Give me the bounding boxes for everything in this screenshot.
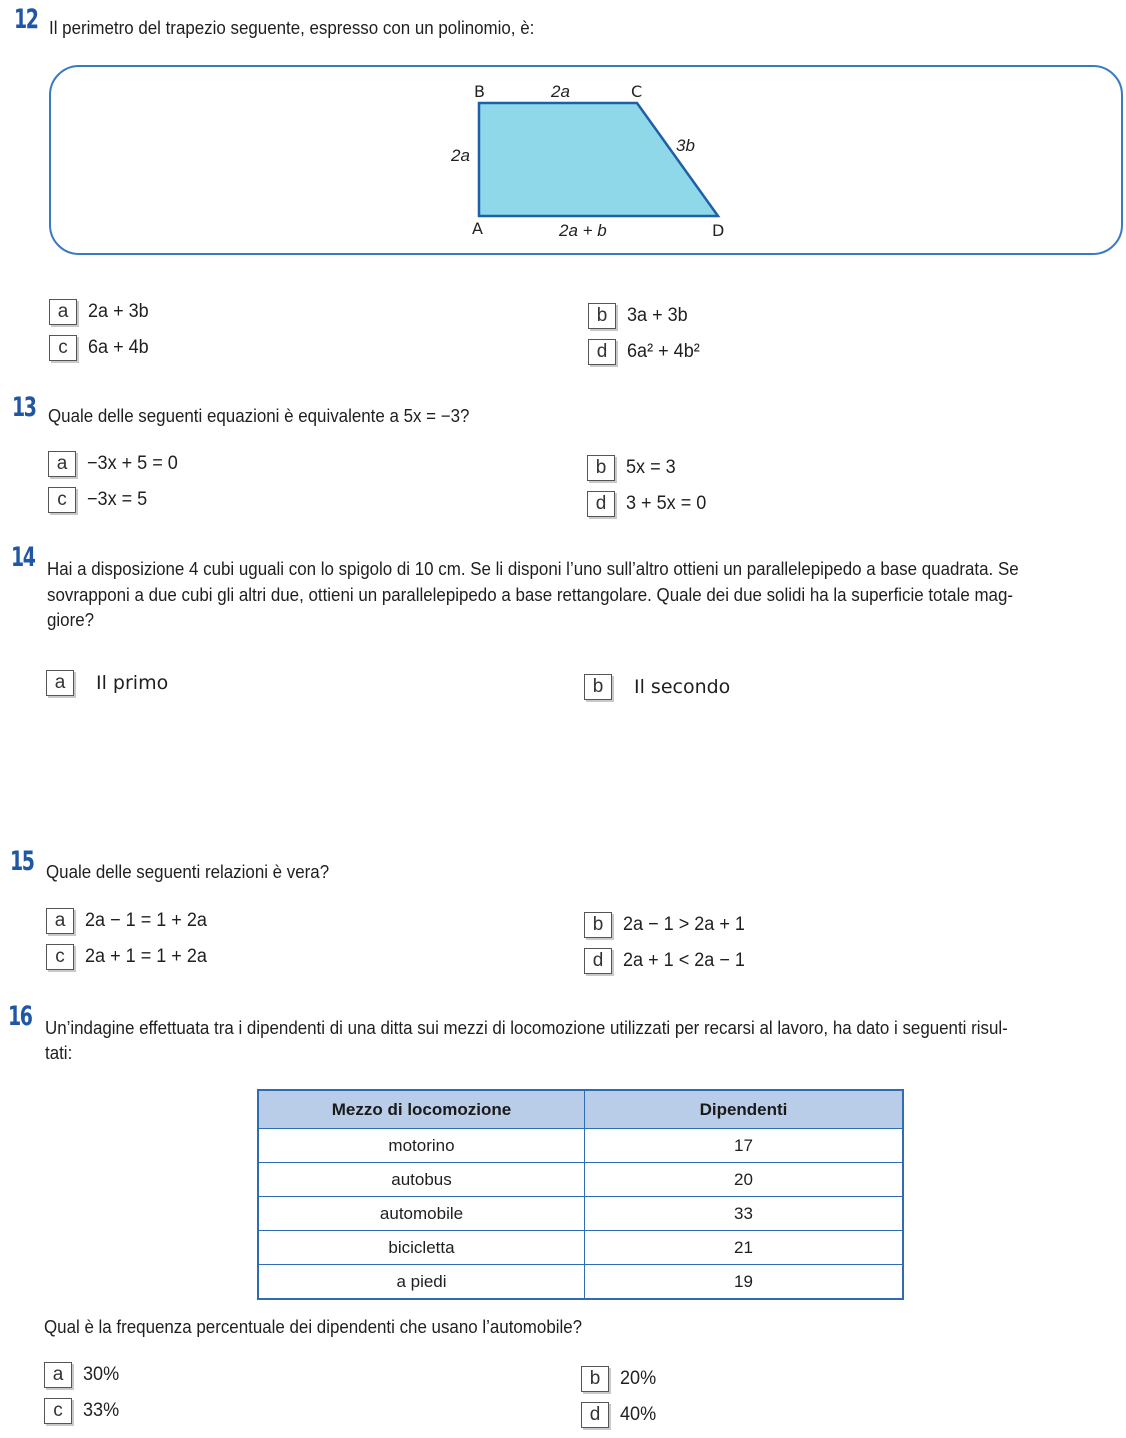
option-letter: a <box>46 670 74 696</box>
option-letter: b <box>584 912 612 938</box>
option-15a[interactable] <box>46 908 213 934</box>
option-letter: c <box>48 487 76 513</box>
table-row <box>258 1231 903 1265</box>
side-label-top: 2a <box>551 82 570 101</box>
option-text: −3x + 5 = 0 <box>87 453 178 474</box>
side-label-left: 2a <box>451 146 470 165</box>
option-text: 6a² + 4b² <box>627 341 700 362</box>
option-text: 5x = 3 <box>626 457 676 478</box>
question-number-13: 13 <box>12 392 36 423</box>
option-text: 2a + 1 = 1 + 2a <box>85 946 207 967</box>
option-16c[interactable] <box>44 1398 121 1424</box>
option-letter: d <box>587 491 615 517</box>
option-text: −3x = 5 <box>87 489 148 510</box>
question-14-text-line1: Hai a disposizione 4 cubi uguali con lo spigolo di 10 cm. Se li disponi l’uno sull’altro ottieni un parallelepipedo a base quadrata. Se <box>47 559 1019 579</box>
question-13-text: Quale delle seguenti equazioni è equivalente a 5x = −3? <box>48 406 470 426</box>
trapezoid-diagram <box>51 67 1125 257</box>
table-row <box>258 1129 903 1163</box>
option-16a[interactable] <box>44 1362 121 1388</box>
option-text: 2a + 1 < 2a − 1 <box>623 950 745 971</box>
table-header-mode: Mezzo di locomozione <box>258 1090 585 1129</box>
table-cell-count: 33 <box>585 1197 904 1231</box>
option-14a[interactable] <box>46 670 168 696</box>
option-text: 2a − 1 > 2a + 1 <box>623 914 745 935</box>
side-label-slant: 3b <box>676 136 695 155</box>
side-label-bottom: 2a + b <box>559 221 607 240</box>
option-13a[interactable] <box>48 451 183 477</box>
option-letter: c <box>46 944 74 970</box>
question-number-12: 12 <box>14 4 38 35</box>
question-16-text-line2: tati: <box>45 1043 73 1063</box>
question-number-14: 14 <box>11 542 35 573</box>
vertex-label-d: D <box>712 221 725 240</box>
table-cell-mode: autobus <box>258 1163 585 1197</box>
option-letter: a <box>46 908 74 934</box>
option-12b[interactable] <box>588 303 691 329</box>
table-cell-mode: automobile <box>258 1197 585 1231</box>
vertex-label-b: B <box>474 82 485 101</box>
question-15-text: Quale delle seguenti relazioni è vera? <box>46 862 330 882</box>
trapezoid-shape <box>479 103 718 216</box>
option-text: 6a + 4b <box>88 337 149 358</box>
question-number-15: 15 <box>10 846 34 877</box>
table-header-employees: Dipendenti <box>585 1090 904 1129</box>
table-row <box>258 1265 903 1300</box>
option-12c[interactable] <box>49 335 152 361</box>
option-letter: b <box>587 455 615 481</box>
question-number-16: 16 <box>8 1001 32 1032</box>
option-text: Il secondo <box>634 676 731 698</box>
option-letter: d <box>584 948 612 974</box>
table-cell-count: 19 <box>585 1265 904 1300</box>
table-cell-mode: a piedi <box>258 1265 585 1300</box>
table-cell-count: 20 <box>585 1163 904 1197</box>
option-13c[interactable] <box>48 487 150 513</box>
option-letter: b <box>588 303 616 329</box>
question-14-text-line3: giore? <box>47 610 95 630</box>
trapezoid-figure-frame <box>49 65 1123 255</box>
vertex-label-c: C <box>631 82 643 101</box>
question-12-text: Il perimetro del trapezio seguente, espresso con un polinomio, è: <box>49 18 535 38</box>
option-text: 3a + 3b <box>627 305 688 326</box>
option-13b[interactable] <box>587 455 678 481</box>
option-letter: b <box>581 1366 609 1392</box>
table-cell-mode: motorino <box>258 1129 585 1163</box>
option-letter: a <box>44 1362 72 1388</box>
question-16-text-line1: Un’indagine effettuata tra i dipendenti di una ditta sui mezzi di locomozione utilizzati per recarsi al lavoro, ha dato i seguenti risul- <box>45 1018 1008 1038</box>
option-text: Il primo <box>96 672 169 694</box>
table-header-row <box>258 1090 903 1129</box>
option-text: 40% <box>620 1404 657 1425</box>
table-row <box>258 1197 903 1231</box>
question-16-subquestion: Qual è la frequenza percentuale dei dipendenti che usano l’automobile? <box>44 1317 583 1337</box>
option-letter: a <box>48 451 76 477</box>
option-text: 20% <box>620 1368 657 1389</box>
option-16d[interactable] <box>581 1402 658 1428</box>
option-text: 33% <box>83 1400 120 1421</box>
option-15c[interactable] <box>46 944 213 970</box>
table-cell-count: 21 <box>585 1231 904 1265</box>
option-text: 2a − 1 = 1 + 2a <box>85 910 207 931</box>
option-12d[interactable] <box>588 339 704 365</box>
option-letter: c <box>44 1398 72 1424</box>
option-letter: c <box>49 335 77 361</box>
option-text: 30% <box>83 1364 120 1385</box>
table-cell-mode: bicicletta <box>258 1231 585 1265</box>
option-16b[interactable] <box>581 1366 658 1392</box>
question-14-text-line2: sovrapponi a due cubi gli altri due, ottieni un parallelepipedo a base rettangolare. Quale dei due solidi ha la superficie totale mag- <box>47 585 1014 605</box>
table-row <box>258 1163 903 1197</box>
option-letter: d <box>581 1402 609 1428</box>
option-letter: a <box>49 299 77 325</box>
table-cell-count: 17 <box>585 1129 904 1163</box>
vertex-label-a: A <box>472 219 483 238</box>
option-text: 3 + 5x = 0 <box>626 493 707 514</box>
option-15d[interactable] <box>584 948 751 974</box>
option-12a[interactable] <box>49 299 152 325</box>
option-text: 2a + 3b <box>88 301 149 322</box>
option-letter: b <box>584 674 612 700</box>
option-letter: d <box>588 339 616 365</box>
option-14b[interactable] <box>584 674 730 700</box>
option-15b[interactable] <box>584 912 751 938</box>
option-13d[interactable] <box>587 491 711 517</box>
transport-table <box>257 1089 904 1300</box>
